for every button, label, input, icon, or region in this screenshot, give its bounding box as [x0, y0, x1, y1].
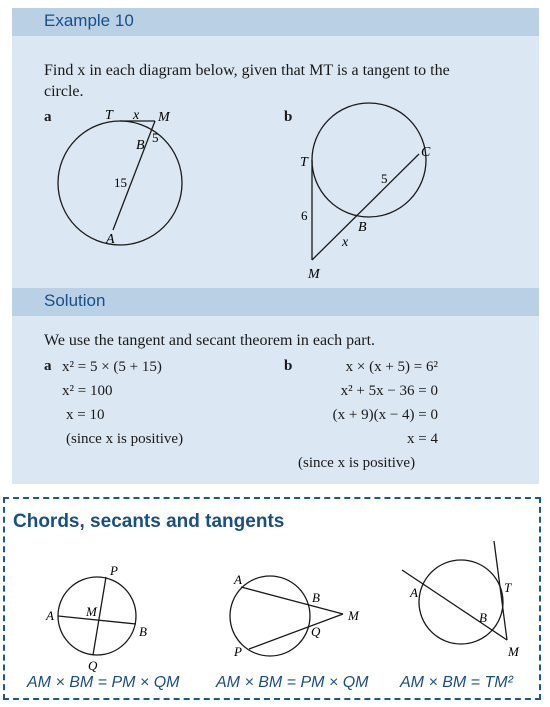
d1-label-A: A — [46, 608, 54, 623]
example-box — [12, 8, 539, 484]
diagram-b-label-C: C — [421, 145, 431, 160]
solution-b-work — [298, 355, 438, 451]
d3-label-A: A — [410, 585, 418, 600]
example-title: Example 10 — [44, 11, 134, 30]
formula-tangent: AM × BM = TM² — [400, 674, 513, 691]
solution-a-label: a — [44, 358, 52, 374]
summary-diagram-1 — [45, 563, 147, 673]
d1-label-P: P — [110, 563, 118, 578]
d1-label-M: M — [86, 604, 97, 619]
diagram-b-label-x: x — [342, 235, 349, 250]
prompt-line-1: Find x in each diagram below, given that MT is a tangent to the — [44, 62, 450, 79]
d2-label-B: B — [312, 590, 320, 605]
d1-label-B: B — [139, 624, 147, 639]
diagram-b-label-B: B — [358, 220, 367, 235]
solution-a-line-4: (since x is positive) — [66, 431, 184, 447]
solution-b-line-4: x = 4 — [407, 431, 438, 447]
part-a-label: a — [44, 109, 52, 125]
summary-box — [3, 497, 541, 700]
prompt-line-2: circle. — [44, 83, 84, 100]
formula-chords: AM × BM = PM × QM — [27, 674, 180, 691]
solution-intro: We use the tangent and secant theorem in each part. — [44, 332, 376, 349]
formula-secants: AM × BM = PM × QM — [216, 674, 369, 691]
diagram-b-label-6: 6 — [301, 208, 308, 223]
diagram-b-secant — [312, 154, 419, 260]
d2-label-P: P — [234, 644, 242, 659]
diagram-b-label-5: 5 — [381, 171, 388, 186]
solution-b-label: b — [284, 358, 293, 374]
solution-a-line-1: x² = 5 × (5 + 15) — [62, 359, 162, 375]
solution-b-line-5: (since x is positive) — [298, 455, 416, 471]
summary-title: Chords, secants and tangents — [13, 511, 285, 532]
diagram-b-label-T: T — [300, 155, 308, 170]
diagram-a-label-x: x — [133, 108, 140, 123]
d2-label-Q: Q — [311, 624, 321, 639]
d3-label-B: B — [479, 610, 487, 625]
diagram-a-label-T: T — [105, 108, 113, 123]
diagram-a-label-15: 15 — [114, 175, 127, 190]
diagram-a-label-M: M — [158, 110, 170, 125]
diagram-a-label-A: A — [106, 232, 115, 247]
part-b-label: b — [284, 109, 293, 125]
solution-title: Solution — [44, 291, 106, 310]
d2-label-M: M — [348, 608, 359, 623]
summary-diagrams — [5, 499, 538, 697]
solution-header — [12, 288, 539, 316]
summary-diagram-2 — [230, 572, 360, 659]
diagram-b-circle — [312, 103, 426, 217]
d3-label-T: T — [504, 580, 512, 595]
diagram-a-label-B: B — [136, 138, 145, 153]
d2-label-A: A — [234, 572, 242, 587]
d1-label-Q: Q — [88, 658, 98, 673]
diagram-b — [12, 8, 539, 298]
summary-diagram-3 — [402, 541, 520, 659]
diagram-b-label-M: M — [308, 267, 320, 282]
solution-b-line-1: x × (x + 5) = 6² — [345, 359, 438, 375]
diagram-a-label-5: 5 — [152, 130, 159, 145]
solution-b-line-2: x² + 5x − 36 = 0 — [340, 383, 438, 399]
solution-a-line-2: x² = 100 — [62, 383, 113, 399]
d3-label-M: M — [508, 644, 519, 659]
solution-b-line-3: (x + 9)(x − 4) = 0 — [332, 407, 438, 423]
solution-a-line-3: x = 10 — [66, 407, 105, 423]
solution-a-work — [62, 355, 183, 451]
